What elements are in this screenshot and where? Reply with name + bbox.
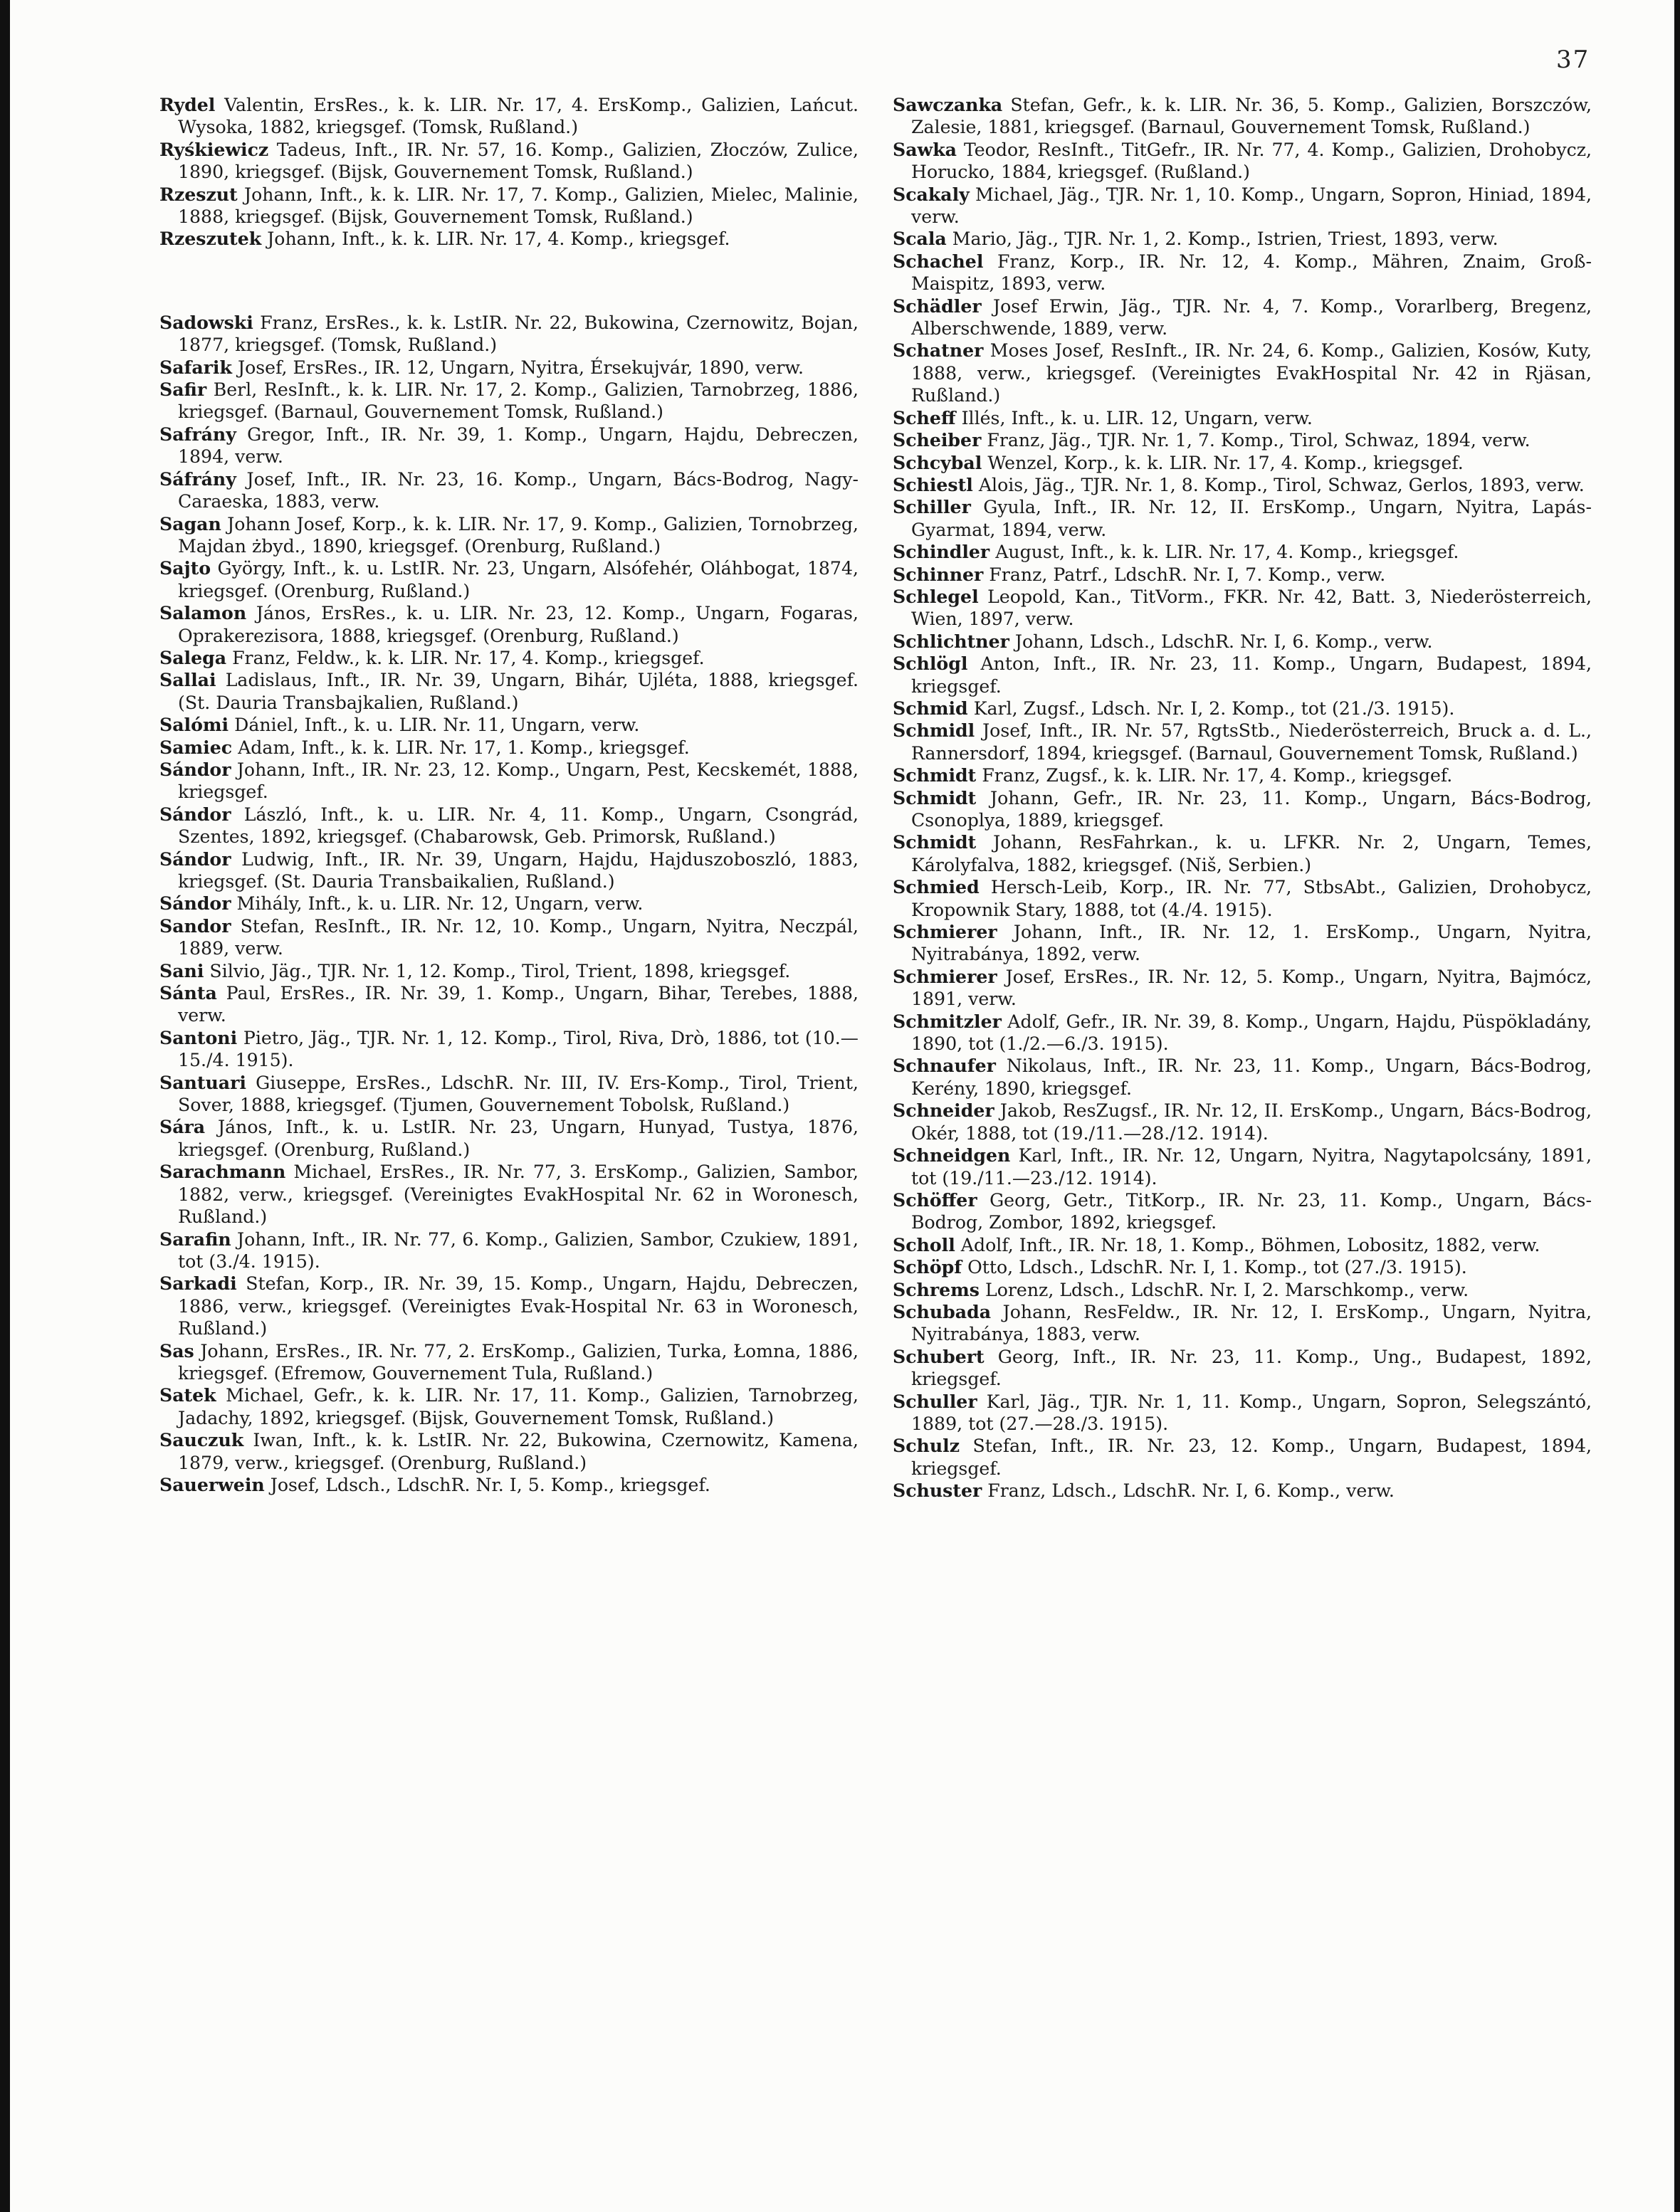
list-entry — [893, 1189, 1592, 1234]
list-entry — [893, 831, 1592, 876]
entry-surname: Schuller — [893, 1390, 977, 1412]
list-entry — [893, 94, 1592, 139]
list-entry — [893, 184, 1592, 228]
entry-details: Franz, ErsRes., k. k. LstIR. Nr. 22, Bukowina, Czernowitz, Bojan, 1877, kriegsgef. (Tomsk, Rußland.) — [178, 312, 859, 356]
entry-details: Johann, ResFahrkan., k. u. LFKR. Nr. 2, Ungarn, Temes, Károlyfalva, 1882, kriegsgef. (Niš, Serbien.) — [911, 832, 1592, 875]
entry-surname: Salamon — [159, 602, 247, 624]
entry-details: Berl, ResInft., k. k. LIR. Nr. 17, 2. Komp., Galizien, Tarnobrzeg, 1886, kriegsgef. (Barnaul, Gouvernement Tomsk, Rußland.) — [178, 379, 859, 423]
entry-surname: Sára — [159, 1116, 206, 1138]
list-entry — [893, 1011, 1592, 1055]
list-entry — [159, 892, 859, 915]
list-entry — [159, 139, 859, 184]
entry-details: Silvio, Jäg., TJR. Nr. 1, 12. Komp., Tirol, Trient, 1898, kriegsgef. — [209, 960, 791, 981]
list-entry — [159, 312, 859, 357]
list-entry — [159, 1027, 859, 1072]
entry-details: Karl, Zugsf., Ldsch. Nr. I, 2. Komp., tot (21./3. 1915). — [973, 697, 1455, 719]
entry-details: Otto, Ldsch., LdschR. Nr. I, 1. Komp., tot (27./3. 1915). — [967, 1257, 1467, 1278]
entry-surname: Schindler — [893, 541, 990, 563]
list-entry — [893, 228, 1592, 250]
list-entry — [893, 429, 1592, 451]
entry-surname: Rzeszutek — [159, 228, 262, 250]
entry-details: Johann, Ldsch., LdschR. Nr. I, 6. Komp., verw. — [1014, 631, 1433, 652]
list-entry — [159, 1273, 859, 1339]
entry-details: Leopold, Kan., TitVorm., FKR. Nr. 42, Batt. 3, Niederösterreich, Wien, 1897, verw. — [911, 586, 1592, 630]
entry-details: Pietro, Jäg., TJR. Nr. 1, 12. Komp., Tirol, Riva, Drò, 1886, tot (10.—15./4. 1915). — [178, 1027, 859, 1071]
list-entry — [893, 1391, 1592, 1436]
entry-details: Michael, Gefr., k. k. LIR. Nr. 17, 11. Komp., Galizien, Tarnobrzeg, Jadachy, 1892, kriegsgef. (Bijsk, Gouvernement Tomsk, Rußland.) — [178, 1385, 859, 1428]
entry-details: Franz, Patrf., LdschR. Nr. I, 7. Komp., verw. — [989, 564, 1386, 585]
list-entry — [893, 564, 1592, 586]
entry-surname: Sánta — [159, 982, 217, 1004]
entry-details: Illés, Inft., k. u. LIR. 12, Ungarn, verw. — [961, 407, 1313, 428]
list-entry — [893, 787, 1592, 832]
entry-surname: Schubert — [893, 1345, 985, 1367]
entry-surname: Santuari — [159, 1071, 246, 1093]
list-entry — [159, 737, 859, 759]
list-entry — [893, 764, 1592, 786]
entry-details: Karl, Jäg., TJR. Nr. 1, 11. Komp., Ungarn, Sopron, Selegszántó, 1889, tot (27.—28./3. 1915). — [911, 1391, 1592, 1434]
entry-details: Adolf, Gefr., IR. Nr. 39, 8. Komp., Ungarn, Hajdu, Püspökladány, 1890, tot (1./2.—6./3. 1915). — [911, 1011, 1592, 1055]
list-entry — [159, 1384, 859, 1429]
list-entry — [893, 452, 1592, 474]
entry-surname: Schiestl — [893, 473, 973, 495]
entry-surname: Schachel — [893, 250, 984, 272]
list-entry — [159, 513, 859, 558]
entry-details: Ludwig, Inft., IR. Nr. 39, Ungarn, Hajdu, Hajduszoboszló, 1883, kriegsgef. (St. Dauria Transbaikalien, Rußland.) — [178, 848, 859, 892]
entry-details: Franz, Jäg., TJR. Nr. 1, 7. Komp., Tirol, Schwaz, 1894, verw. — [987, 430, 1531, 451]
entry-surname: Sajto — [159, 557, 211, 579]
entry-surname: Schiller — [893, 496, 971, 518]
entry-details: Josef, Ldsch., LdschR. Nr. I, 5. Komp., kriegsgef. — [270, 1474, 710, 1495]
scan-border-right — [1674, 0, 1680, 2212]
list-entry — [159, 1429, 859, 1474]
list-entry — [893, 586, 1592, 631]
list-entry — [159, 1116, 859, 1161]
entry-surname: Schlegel — [893, 585, 979, 607]
entry-surname: Schmierer — [893, 965, 997, 987]
list-entry — [893, 1480, 1592, 1502]
entry-details: Johann, Inft., IR. Nr. 23, 12. Komp., Ungarn, Pest, Kecskemét, 1888, kriegsgef. — [178, 759, 859, 803]
list-entry — [893, 921, 1592, 966]
entry-surname: Schlichtner — [893, 630, 1009, 652]
entry-surname: Schubada — [893, 1300, 992, 1322]
entry-details: Johann, Inft., IR. Nr. 77, 6. Komp., Galizien, Sambor, Czukiew, 1891, tot (3./4. 1915). — [178, 1228, 859, 1272]
entry-surname: Schmied — [893, 876, 980, 898]
list-entry — [159, 647, 859, 669]
entry-surname: Safir — [159, 379, 207, 401]
list-entry — [893, 653, 1592, 697]
entry-details: Gregor, Inft., IR. Nr. 39, 1. Komp., Ungarn, Hajdu, Debreczen, 1894, verw. — [178, 423, 859, 468]
entry-details: Johann, ResFeldw., IR. Nr. 12, I. ErsKomp., Ungarn, Nyitra, Nyitrabánya, 1883, verw. — [911, 1301, 1592, 1345]
entry-surname: Sallai — [159, 669, 216, 691]
list-entry — [893, 474, 1592, 496]
list-entry — [893, 876, 1592, 921]
left-column — [159, 94, 859, 1496]
entry-surname: Schcybal — [893, 451, 982, 473]
list-entry — [159, 982, 859, 1027]
entry-surname: Scheiber — [893, 429, 982, 451]
scan-border-left — [0, 0, 10, 2212]
entry-surname: Santoni — [159, 1026, 238, 1048]
entry-details: Nikolaus, Inft., IR. Nr. 23, 11. Komp., Ungarn, Bács-Bodrog, Kerény, 1890, kriegsgef. — [911, 1055, 1592, 1099]
entry-surname: Schatner — [893, 339, 984, 362]
list-entry — [159, 1161, 859, 1228]
list-entry — [159, 1474, 859, 1496]
entry-details: Johann, Inft., k. k. LIR. Nr. 17, 4. Komp., kriegsgef. — [267, 228, 730, 250]
entry-details: Josef Erwin, Jäg., TJR. Nr. 4, 7. Komp., Vorarlberg, Bregenz, Alberschwende, 1889, verw. — [911, 295, 1592, 339]
list-entry — [159, 379, 859, 423]
list-entry — [159, 848, 859, 893]
entry-surname: Schuster — [893, 1480, 982, 1502]
list-entry — [893, 295, 1592, 340]
entry-surname: Rydel — [159, 94, 216, 115]
entry-surname: Sándor — [159, 803, 231, 825]
entry-details: Michael, ErsRes., IR. Nr. 77, 3. ErsKomp., Galizien, Sambor, 1882, verw., kriegsgef. (Vereinigtes EvakHospital Nr. 62 in Woronesch, Rußland.) — [178, 1162, 859, 1228]
entry-surname: Schinner — [893, 563, 984, 585]
entry-surname: Sáfrány — [159, 468, 236, 490]
entry-surname: Schmidt — [893, 831, 977, 853]
entry-surname: Salega — [159, 646, 227, 668]
entry-details: Josef, Inft., IR. Nr. 57, RgtsStb., Niederösterreich, Bruck a. d. L., Rannersdorf, 1894, kriegsgef. (Barnaul, Gouvernement Tomsk, Rußland.) — [911, 720, 1592, 764]
list-entry — [159, 468, 859, 513]
entry-surname: Schmidt — [893, 786, 977, 809]
entry-details: Tadeus, Inft., IR. Nr. 57, 16. Komp., Galizien, Złoczów, Zulice, 1890, kriegsgef. (Bijsk, Gouvernement Tomsk, Rußland.) — [178, 139, 859, 183]
entry-details: Wenzel, Korp., k. k. LIR. Nr. 17, 4. Komp., kriegsgef. — [987, 452, 1464, 473]
list-entry — [893, 1055, 1592, 1100]
entry-surname: Schneidgen — [893, 1144, 1011, 1166]
entry-surname: Scholl — [893, 1233, 955, 1255]
list-entry — [893, 1100, 1592, 1144]
entry-details: Franz, Feldw., k. k. LIR. Nr. 17, 4. Komp., kriegsgef. — [232, 647, 705, 668]
list-entry — [159, 423, 859, 468]
entry-surname: Schlögl — [893, 653, 968, 675]
entry-surname: Schmidl — [893, 720, 975, 742]
entry-details: Georg, Inft., IR. Nr. 23, 11. Komp., Ung., Budapest, 1892, kriegsgef. — [911, 1346, 1592, 1390]
entry-surname: Schulz — [893, 1435, 960, 1457]
entry-surname: Sadowski — [159, 311, 253, 333]
entry-surname: Ryśkiewicz — [159, 138, 269, 160]
entry-details: Alois, Jäg., TJR. Nr. 1, 8. Komp., Tirol, Schwaz, Gerlos, 1893, verw. — [978, 474, 1585, 495]
right-column — [893, 94, 1592, 1502]
entry-surname: Sani — [159, 959, 204, 981]
entry-details: Franz, Korp., IR. Nr. 12, 4. Komp., Mähren, Znaim, Groß-Maispitz, 1893, verw. — [911, 251, 1592, 295]
entry-details: Mario, Jäg., TJR. Nr. 1, 2. Komp., Istrien, Triest, 1893, verw. — [952, 228, 1498, 250]
entry-surname: Satek — [159, 1384, 216, 1406]
entry-surname: Schmidt — [893, 764, 977, 786]
entry-surname: Samiec — [159, 736, 233, 758]
entry-surname: Schnaufer — [893, 1055, 996, 1077]
entry-details: Giuseppe, ErsRes., LdschR. Nr. III, IV. Ers-Komp., Tirol, Trient, Sover, 1888, kriegsgef. (Tjumen, Gouvernement Tobolsk, Rußland.) — [178, 1072, 859, 1116]
entry-details: August, Inft., k. k. LIR. Nr. 17, 4. Komp., kriegsgef. — [995, 542, 1459, 563]
entry-details: Franz, Zugsf., k. k. LIR. Nr. 17, 4. Komp., kriegsgef. — [982, 765, 1453, 786]
entry-details: János, ErsRes., k. u. LIR. Nr. 23, 12. Komp., Ungarn, Fogaras, Oprakerezisora, 1888, kriegsgef. (Orenburg, Rußland.) — [178, 603, 859, 646]
entry-details: Stefan, ResInft., IR. Nr. 12, 10. Komp., Ungarn, Nyitra, Neczpál, 1889, verw. — [178, 915, 859, 959]
list-entry — [893, 631, 1592, 653]
entry-surname: Sarafin — [159, 1228, 231, 1250]
list-entry — [159, 1340, 859, 1385]
entry-details: Adam, Inft., k. k. LIR. Nr. 17, 1. Komp., kriegsgef. — [238, 737, 690, 758]
entry-surname: Sándor — [159, 848, 231, 870]
entry-details: Josef, Inft., IR. Nr. 23, 16. Komp., Ungarn, Bács-Bodrog, Nagy-Caraeska, 1883, verw. — [178, 468, 859, 512]
list-entry — [893, 339, 1592, 406]
list-entry — [893, 720, 1592, 764]
list-entry — [159, 669, 859, 714]
entry-details: Johann, ErsRes., IR. Nr. 77, 2. ErsKomp., Galizien, Turka, Łomna, 1886, kriegsgef. (Efremow, Gouvernement Tula, Rußland.) — [178, 1340, 859, 1384]
entry-surname: Scakaly — [893, 183, 970, 205]
list-entry — [893, 1301, 1592, 1346]
list-entry — [159, 759, 859, 804]
entry-details: Johann, Inft., k. k. LIR. Nr. 17, 7. Komp., Galizien, Mielec, Malinie, 1888, kriegsgef. (Bijsk, Gouvernement Tomsk, Rußland.) — [178, 184, 859, 228]
entry-details: Stefan, Korp., IR. Nr. 39, 15. Komp., Ungarn, Hajdu, Debreczen, 1886, verw., kriegsgef. (Vereinigtes Evak-Hospital Nr. 63 in Woronesch, Rußland.) — [178, 1273, 859, 1339]
entry-details: Stefan, Gefr., k. k. LIR. Nr. 36, 5. Komp., Galizien, Borszczów, Zalesie, 1881, kriegsgef. (Barnaul, Gouvernement Tomsk, Rußland.) — [911, 95, 1592, 138]
entry-details: Josef, ErsRes., IR. Nr. 12, 5. Komp., Ungarn, Nyitra, Bajmócz, 1891, verw. — [911, 966, 1592, 1010]
list-entry — [159, 714, 859, 736]
entry-surname: Salómi — [159, 714, 229, 736]
list-entry — [893, 1279, 1592, 1301]
entry-details: Josef, ErsRes., IR. 12, Ungarn, Nyitra, Érsekujvár, 1890, verw. — [237, 357, 804, 378]
entry-details: Adolf, Inft., IR. Nr. 18, 1. Komp., Böhmen, Lobositz, 1882, verw. — [960, 1234, 1540, 1255]
list-entry — [893, 1144, 1592, 1189]
list-entry — [159, 804, 859, 848]
list-entry — [893, 1234, 1592, 1256]
entry-details: Michael, Jäg., TJR. Nr. 1, 10. Komp., Ungarn, Sopron, Hiniad, 1894, verw. — [911, 184, 1592, 228]
entry-surname: Schädler — [893, 295, 982, 317]
entry-surname: Schmierer — [893, 921, 997, 943]
entry-details: Dániel, Inft., k. u. LIR. Nr. 11, Ungarn, verw. — [234, 715, 640, 736]
list-entry — [159, 1228, 859, 1273]
entry-surname: Sas — [159, 1339, 194, 1362]
list-entry — [893, 1256, 1592, 1278]
list-entry — [893, 1435, 1592, 1480]
entry-details: Ladislaus, Inft., IR. Nr. 39, Ungarn, Bihár, Ujléta, 1888, kriegsgef. (St. Dauria Transbajkalien, Rußland.) — [178, 670, 859, 713]
list-entry — [159, 1072, 859, 1117]
list-entry — [893, 139, 1592, 184]
entry-details: Johann, Gefr., IR. Nr. 23, 11. Komp., Ungarn, Bács-Bodrog, Csonoplya, 1889, kriegsgef. — [911, 787, 1592, 831]
entry-details: Teodor, ResInft., TitGefr., IR. Nr. 77, 4. Komp., Galizien, Drohobycz, Horucko, 1884, kriegsgef. (Rußland.) — [911, 139, 1592, 183]
entry-surname: Scheff — [893, 406, 956, 428]
entry-surname: Safarik — [159, 356, 232, 378]
entry-details: Jakob, ResZugsf., IR. Nr. 12, II. ErsKomp., Ungarn, Bács-Bodrog, Okér, 1888, tot (19./11.—28./12. 1914). — [911, 1100, 1592, 1144]
entry-details: Mihály, Inft., k. u. LIR. Nr. 12, Ungarn, verw. — [236, 893, 644, 915]
entry-details: Karl, Inft., IR. Nr. 12, Ungarn, Nyitra, Nagytapolcsány, 1891, tot (19./11.—23./12. 1914). — [911, 1145, 1592, 1189]
entry-details: László, Inft., k. u. LIR. Nr. 4, 11. Komp., Ungarn, Csongrád, Szentes, 1892, kriegsgef. (Chabarowsk, Geb. Primorsk, Rußland.) — [178, 804, 859, 848]
entry-surname: Sauerwein — [159, 1473, 265, 1495]
list-entry — [159, 94, 859, 139]
list-entry — [159, 357, 859, 379]
list-entry — [893, 496, 1592, 541]
page-number: 37 — [1556, 46, 1590, 74]
entry-details: Lorenz, Ldsch., LdschR. Nr. I, 2. Marschkomp., verw. — [985, 1279, 1469, 1300]
entry-details: Valentin, ErsRes., k. k. LIR. Nr. 17, 4. ErsKomp., Galizien, Lańcut. Wysoka, 1882, kriegsgef. (Tomsk, Rußland.) — [178, 95, 859, 138]
entry-details: Stefan, Inft., IR. Nr. 23, 12. Komp., Ungarn, Budapest, 1894, kriegsgef. — [911, 1436, 1592, 1479]
entry-surname: Sándor — [159, 758, 231, 780]
entry-surname: Sarachmann — [159, 1161, 286, 1183]
list-entry — [893, 697, 1592, 720]
entry-details: György, Inft., k. u. LstIR. Nr. 23, Ungarn, Alsófehér, Oláhbogat, 1874, kriegsgef. (Orenburg, Rußland.) — [178, 558, 859, 601]
entry-surname: Safrány — [159, 423, 236, 445]
list-entry — [159, 184, 859, 228]
entry-surname: Sagan — [159, 512, 221, 534]
entry-details: Johann Josef, Korp., k. k. LIR. Nr. 17, 9. Komp., Galizien, Tornobrzeg, Majdan żbyd., 1890, kriegsgef. (Orenburg, Rußland.) — [178, 513, 859, 557]
entry-details: Hersch-Leib, Korp., IR. Nr. 77, StbsAbt., Galizien, Drohobycz, Kropownik Stary, 1888, tot (4./4. 1915). — [911, 877, 1592, 920]
list-entry — [893, 407, 1592, 429]
list-entry — [893, 1346, 1592, 1391]
list-entry — [893, 966, 1592, 1011]
entry-surname: Schmitzler — [893, 1010, 1002, 1032]
entry-surname: Sawczanka — [893, 94, 1003, 115]
list-entry — [159, 228, 859, 250]
entry-surname: Rzeszut — [159, 183, 238, 205]
entry-details: Iwan, Inft., k. k. LstIR. Nr. 22, Bukowina, Czernowitz, Kamena, 1879, verw., kriegsgef. (Orenburg, Rußland.) — [178, 1430, 859, 1473]
entry-details: János, Inft., k. u. LstIR. Nr. 23, Ungarn, Hunyad, Tustya, 1876, kriegsgef. (Orenburg, Rußland.) — [178, 1117, 859, 1160]
entry-details: Franz, Ldsch., LdschR. Nr. I, 6. Komp., verw. — [987, 1480, 1395, 1502]
entry-surname: Sandor — [159, 915, 231, 937]
list-entry — [159, 960, 859, 982]
entry-details: Anton, Inft., IR. Nr. 23, 11. Komp., Ungarn, Budapest, 1894, kriegsgef. — [911, 653, 1592, 697]
list-entry — [893, 541, 1592, 563]
list-entry — [159, 915, 859, 960]
entry-surname: Schöpf — [893, 1256, 962, 1278]
entry-details: Paul, ErsRes., IR. Nr. 39, 1. Komp., Ungarn, Bihar, Terebes, 1888, verw. — [178, 983, 859, 1026]
entry-surname: Sawka — [893, 138, 957, 160]
entry-details: Gyula, Inft., IR. Nr. 12, II. ErsKomp., Ungarn, Nyitra, Lapás-Gyarmat, 1894, verw. — [911, 497, 1592, 540]
entry-surname: Schöffer — [893, 1189, 977, 1211]
entry-surname: Scala — [893, 228, 947, 250]
entry-surname: Sauczuk — [159, 1429, 244, 1451]
entry-surname: Schmid — [893, 697, 968, 719]
entry-surname: Schrems — [893, 1278, 980, 1300]
entry-surname: Schneider — [893, 1100, 994, 1122]
list-entry — [893, 251, 1592, 295]
entry-details: Johann, Inft., IR. Nr. 12, 1. ErsKomp., Ungarn, Nyitra, Nyitrabánya, 1892, verw. — [911, 922, 1592, 965]
list-entry — [159, 602, 859, 647]
entry-details: Moses Josef, ResInft., IR. Nr. 24, 6. Komp., Galizien, Kosów, Kuty, 1888, verw., kriegsgef. (Vereinigtes EvakHospital Nr. 42 in Rjäsan, Rußland.) — [911, 340, 1592, 406]
entry-details: Georg, Getr., TitKorp., IR. Nr. 23, 11. Komp., Ungarn, Bács-Bodrog, Zombor, 1892, kriegsgef. — [911, 1189, 1592, 1233]
entry-surname: Sándor — [159, 892, 231, 915]
entry-surname: Sarkadi — [159, 1273, 237, 1295]
list-entry — [159, 557, 859, 602]
